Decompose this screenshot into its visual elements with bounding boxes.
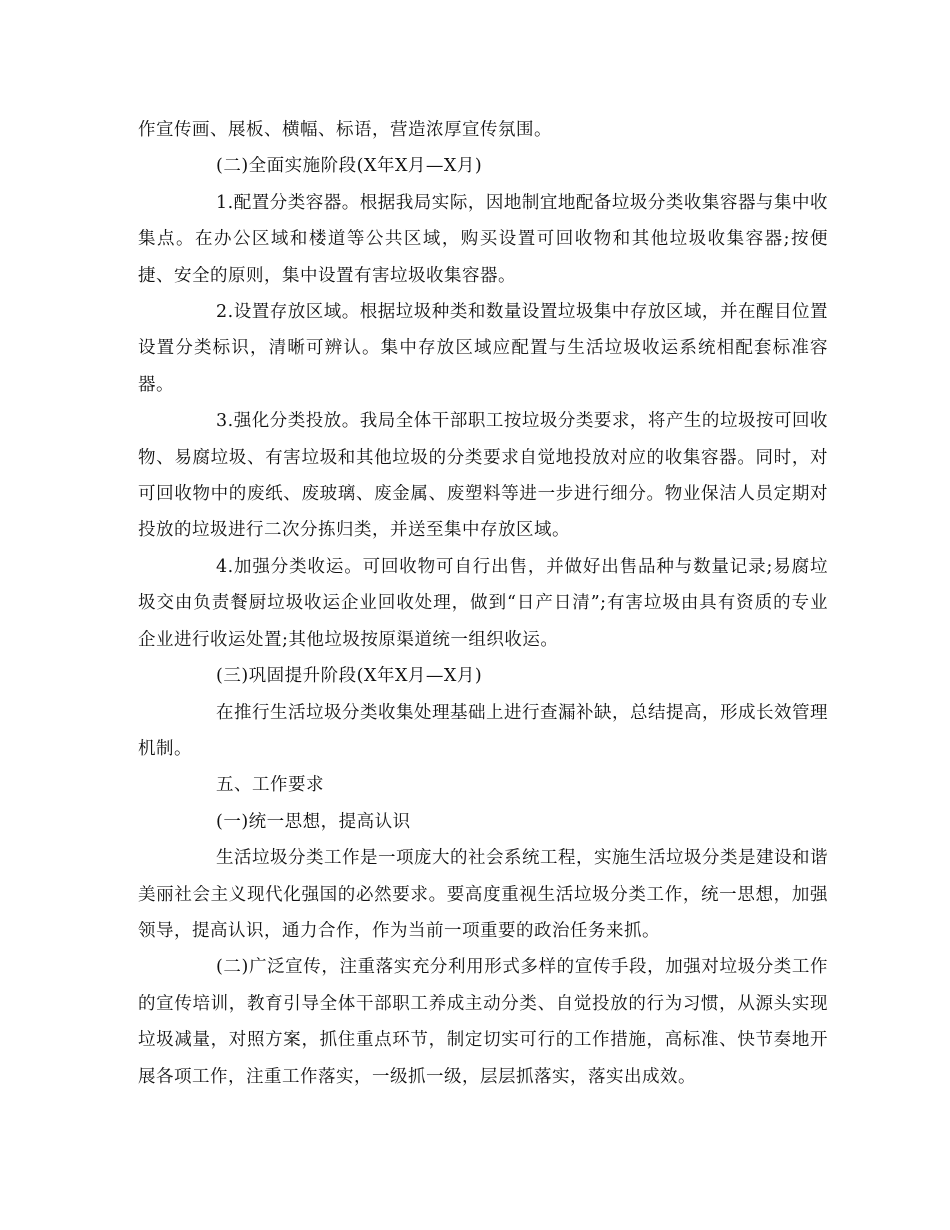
- heading-phase-two: (二)全面实施阶段(X年X月—X月): [216, 156, 483, 177]
- paragraph-storage-areas: 2.设置存放区域。根据垃圾种类和数量设置垃圾集中存放区域，并在醒目位置设置分类标识，清晰可辨认。集中存放区域应配置与生活垃圾收运系统相配套标准容器。: [138, 302, 828, 395]
- subheading-unify-thinking: (一)统一思想，提高认识: [216, 811, 411, 832]
- paragraph-publicity: (二)广泛宣传，注重落实充分利用形式多样的宣传手段，加强对垃圾分类工作的宣传培训，教育引导全体干部职工养成主动分类、自觉投放的行为习惯，从源头实现垃圾减量，对照方案，抓住重点环节，制定切实可行的工作措施，高标准、快节奏地开展各项工作，注重工作落实，一级抓一级，层层抓落实，落实出成效。: [138, 957, 828, 1087]
- paragraph-classified-disposal: 3.强化分类投放。我局全体干部职工按垃圾分类要求，将产生的垃圾按可回收物、易腐垃圾、有害垃圾和其他垃圾的分类要求自觉地投放对应的收集容器。同时，对可回收物中的废纸、废玻璃、废金属、废塑料等进一步进行细分。物业保洁人员定期对投放的垃圾进行二次分拣归类，并送至集中存放区域。: [138, 411, 828, 541]
- paragraph-consolidation: 在推行生活垃圾分类收集处理基础上进行查漏补缺，总结提高，形成长效管理机制。: [138, 702, 828, 759]
- document-body: [138, 112, 828, 1095]
- heading-work-requirements: 五、工作要求: [216, 775, 324, 796]
- paragraph-continuation: 作宣传画、展板、横幅、标语，营造浓厚宣传氛围。: [138, 120, 552, 140]
- paragraph-configure-containers: 1.配置分类容器。根据我局实际，因地制宜地配备垃圾分类收集容器与集中收集点。在办公区域和楼道等公共区域，购买设置可回收物和其他垃圾收集容器;按便捷、安全的原则，集中设置有害垃圾收集容器。: [138, 192, 828, 286]
- paragraph-unify-thinking: 生活垃圾分类工作是一项庞大的社会系统工程，实施生活垃圾分类是建设和谐美丽社会主义现代化强国的必然要求。要高度重视生活垃圾分类工作，统一思想，加强领导，提高认识，通力合作，作为当前一项重要的政治任务来抓。: [138, 848, 828, 941]
- paragraph-classified-collection: 4.加强分类收运。可回收物可自行出售，并做好出售品种与数量记录;易腐垃圾交由负责餐厨垃圾收运企业回收处理，做到“日产日清”;有害垃圾由具有资质的专业企业进行收运处置;其他垃圾按原渠道统一组织收运。: [138, 556, 828, 650]
- heading-phase-three: (三)巩固提升阶段(X年X月—X月): [216, 666, 483, 687]
